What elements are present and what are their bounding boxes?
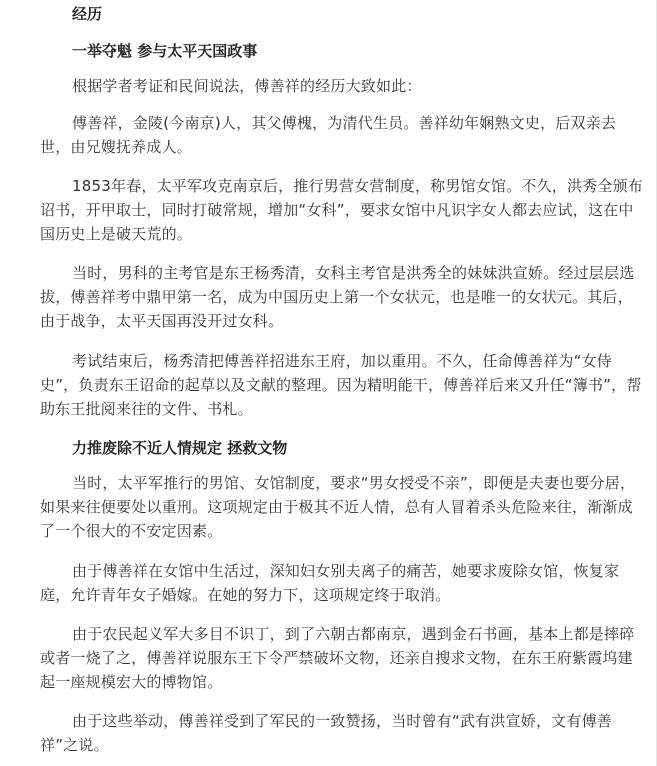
paragraph: 傅善祥，金陵(今南京)人，其父傅槐，为清代生员。善祥幼年娴熟文史，后双亲去世，由兄嫂抚养成人。 bbox=[40, 114, 617, 156]
paragraph: 由于农民起义军大多目不识丁，到了六朝古都南京，遇到金石书画，基本上都是摔碎或者一烧了之，傅善祥说服东王下令严禁破坏文物，还亲自搜求文物，在东王府紫霞坞建起一座规模宏大的博物馆。 bbox=[40, 625, 635, 691]
paragraph: 考试结束后，杨秀清把傅善祥招进东王府，加以重用。不久，任命傅善祥为“女侍史”，负责东王诏命的起草以及文献的整理。因为精明能干，傅善祥后来又升任“簿书”，帮助东王批阅来往的文件、书札。 bbox=[40, 352, 642, 418]
paragraph: 根据学者考证和民间说法，傅善祥的经历大致如此： bbox=[72, 77, 422, 95]
subsection-heading: 力推废除不近人情规定 拯救文物 bbox=[72, 439, 288, 457]
section-title: 经历 bbox=[72, 5, 103, 23]
paragraph: 1853年春，太平军攻克南京后，推行男营女营制度，称男馆女馆。不久，洪秀全颁布诏书，开甲取士，同时打破常规，增加“女科”，要求女馆中凡识字女人都去应试，这在中国历史上是破天荒的。 bbox=[40, 177, 643, 243]
paragraph: 当时，男科的主考官是东王杨秀清，女科主考官是洪秀全的妹妹洪宣娇。经过层层选拔，傅善祥考中鼎甲第一名，成为中国历史上第一个女状元，也是唯一的女状元。其后，由于战争，太平天国再没开过女科。 bbox=[40, 264, 635, 330]
subsection-heading: 一举夺魁 参与太平天国政事 bbox=[72, 42, 258, 60]
paragraph: 由于这些举动，傅善祥受到了军民的一致赞扬，当时曾有“武有洪宣娇，文有傅善祥”之说。 bbox=[40, 712, 612, 754]
paragraph: 由于傅善祥在女馆中生活过，深知妇女别夫离子的痛苦，她要求废除女馆，恢复家庭，允许青年女子婚嫁。在她的努力下，这项规定终于取消。 bbox=[40, 562, 620, 604]
paragraph: 当时，太平军推行的男馆、女馆制度，要求“男女授受不亲”，即便是夫妻也要分居，如果来往便要处以重刑。这项规定由于极其不近人情，总有人冒着杀头危险来往，渐渐成了一个很大的不安定因素。 bbox=[40, 474, 636, 540]
